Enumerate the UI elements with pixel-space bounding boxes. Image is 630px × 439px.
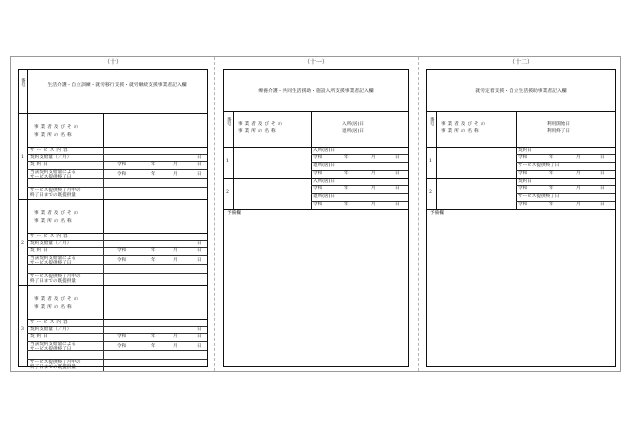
- date-header-out: 退所(居)日: [342, 129, 364, 134]
- date-b-day: 日: [395, 202, 400, 207]
- date-b-era: 令和: [313, 202, 323, 207]
- provider-header-line2: 事業所の名称: [441, 129, 481, 134]
- date-a-era: 令和: [313, 155, 323, 160]
- date-b-day: 日: [395, 171, 400, 176]
- date-b-era: 令和: [518, 202, 528, 207]
- end-date-year: 年: [151, 344, 156, 349]
- date-a-era: 令和: [518, 155, 528, 160]
- contract-date-year: 年: [151, 162, 156, 167]
- provided-qty-label-line2: 終了日までの既提供量: [30, 193, 76, 198]
- contract-date-day: 日: [197, 334, 202, 339]
- row-number: 1: [226, 159, 229, 164]
- row-number: 1: [429, 159, 432, 164]
- row-number: 2: [429, 190, 432, 195]
- contract-qty-label: 契約支給量（／月）: [30, 241, 72, 246]
- date-a-label: 契約日: [518, 179, 532, 184]
- end-date-day: 日: [197, 344, 202, 349]
- end-date-era: 令和: [117, 258, 127, 263]
- date-b-year: 年: [549, 202, 554, 207]
- date-a-day: 日: [600, 186, 605, 191]
- provider-label-line1: 事業者及びその: [34, 125, 81, 130]
- end-date-month: 月: [173, 344, 178, 349]
- contract-date-month: 月: [173, 334, 178, 339]
- panel-11: [223, 59, 409, 367]
- end-date-year: 年: [151, 172, 156, 177]
- panel-11-number: （十一）: [303, 59, 328, 66]
- provided-qty-label-line1: サービス提供終了月中の: [30, 360, 81, 365]
- end-date-label-line2: サービス提供終了日: [30, 347, 72, 352]
- end-date-label-line1: 当該契約支給量による: [30, 170, 76, 175]
- fold-line-left: [214, 57, 215, 371]
- end-date-label-line1: 当該契約支給量による: [30, 342, 76, 347]
- service-content-label: サービス内容: [30, 234, 70, 239]
- date-b-year: 年: [344, 171, 349, 176]
- date-b-month: 月: [371, 171, 376, 176]
- provided-qty-label-line1: サービス提供終了月中の: [30, 188, 81, 193]
- contract-date-era: 令和: [117, 334, 127, 339]
- date-b-day: 日: [600, 171, 605, 176]
- end-date-day: 日: [197, 258, 202, 263]
- provider-label-line2: 事業所の名称: [34, 133, 74, 138]
- date-b-year: 年: [549, 171, 554, 176]
- provided-qty-label-line2: 終了日までの既提供量: [30, 365, 76, 370]
- row-number: 3: [21, 327, 24, 332]
- contract-qty-label: 契約支給量（／月）: [30, 327, 72, 332]
- provided-qty-label-line2: 終了日までの既提供量: [30, 279, 76, 284]
- date-header-end: 利用終了日: [547, 129, 570, 134]
- date-header-start: 利用開始日: [547, 122, 570, 127]
- contract-date-label: 契約日: [30, 162, 50, 167]
- date-b-era: 令和: [313, 171, 323, 176]
- contract-date-era: 令和: [117, 248, 127, 253]
- date-b-label: サービス提供終了日: [518, 194, 560, 199]
- end-date-label-line2: サービス提供終了日: [30, 175, 72, 180]
- service-content-label: サービス内容: [30, 320, 70, 325]
- notes-label: 予備欄: [227, 211, 241, 216]
- date-a-month: 月: [576, 155, 581, 160]
- date-a-year: 年: [549, 155, 554, 160]
- seq-header: 番号: [20, 78, 26, 87]
- date-a-day: 日: [600, 155, 605, 160]
- panel-10-heading: 生活介護・自立訓練・就労移行支援・就労継続支援事業者記入欄: [47, 83, 187, 88]
- panel-12-heading: 就労定着支援・自立生活援助事業者記入欄: [475, 89, 567, 94]
- panel-12-number: （十二）: [508, 59, 533, 66]
- contract-date-year: 年: [151, 248, 156, 253]
- date-a-month: 月: [371, 155, 376, 160]
- end-date-year: 年: [151, 258, 156, 263]
- seq-header: 番号: [226, 117, 232, 127]
- date-b-month: 月: [576, 171, 581, 176]
- panel-11-frame: [223, 69, 409, 367]
- contract-qty-day: 日: [197, 241, 202, 246]
- provider-header-line2: 事業所の名称: [238, 129, 278, 134]
- end-date-era: 令和: [117, 344, 127, 349]
- date-a-month: 月: [371, 186, 376, 191]
- date-a-era: 令和: [313, 186, 323, 191]
- panel-10-frame: [18, 69, 208, 370]
- provider-label-line2: 事業所の名称: [34, 305, 74, 310]
- date-a-month: 月: [576, 186, 581, 191]
- service-content-label: サービス内容: [30, 148, 70, 153]
- panel-11-heading: 療養介護・共同生活援助・施設入所支援事業者記入欄: [258, 89, 374, 94]
- provider-header-line1: 事業者及びその: [238, 122, 285, 127]
- panel-12-frame: [426, 69, 616, 367]
- row-number: 2: [21, 241, 24, 246]
- contract-date-day: 日: [197, 162, 202, 167]
- date-a-day: 日: [395, 155, 400, 160]
- date-b-label: 退所(居)日: [313, 194, 335, 199]
- date-b-month: 月: [371, 202, 376, 207]
- end-date-month: 月: [173, 258, 178, 263]
- contract-date-era: 令和: [117, 162, 127, 167]
- date-b-era: 令和: [518, 171, 528, 176]
- notes-label: 予備欄: [430, 211, 444, 216]
- form-sheet: [10, 56, 621, 372]
- provider-header-line1: 事業者及びその: [441, 122, 488, 127]
- date-b-year: 年: [344, 202, 349, 207]
- provided-qty-label-line1: サービス提供終了月中の: [30, 274, 81, 279]
- row-number: 2: [226, 190, 229, 195]
- contract-date-month: 月: [173, 162, 178, 167]
- seq-header: 番号: [429, 117, 435, 127]
- date-a-day: 日: [395, 186, 400, 191]
- contract-qty-day: 日: [197, 327, 202, 332]
- contract-date-label: 契約日: [30, 334, 50, 339]
- contract-date-label: 契約日: [30, 248, 50, 253]
- panel-12: [426, 59, 616, 367]
- contract-date-year: 年: [151, 334, 156, 339]
- date-a-label: 契約日: [518, 148, 532, 153]
- provider-label-line2: 事業所の名称: [34, 219, 74, 224]
- provider-label-line1: 事業者及びその: [34, 211, 81, 216]
- provider-label-line1: 事業者及びその: [34, 297, 81, 302]
- contract-qty-label: 契約支給量（／月）: [30, 155, 72, 160]
- date-b-label: サービス提供終了日: [518, 163, 560, 168]
- fold-line-right: [418, 57, 419, 371]
- date-a-era: 令和: [518, 186, 528, 191]
- end-date-label-line2: サービス提供終了日: [30, 261, 72, 266]
- contract-date-month: 月: [173, 248, 178, 253]
- date-a-year: 年: [344, 155, 349, 160]
- end-date-day: 日: [197, 172, 202, 177]
- date-b-label: 退所(居)日: [313, 163, 335, 168]
- end-date-label-line1: 当該契約支給量による: [30, 256, 76, 261]
- row-number: 1: [21, 155, 24, 160]
- end-date-era: 令和: [117, 172, 127, 177]
- date-b-day: 日: [600, 202, 605, 207]
- panel-10: [18, 59, 208, 370]
- panel-10-number: （十）: [103, 59, 122, 66]
- date-b-month: 月: [576, 202, 581, 207]
- contract-qty-day: 日: [197, 155, 202, 160]
- date-a-label: 入所(居)日: [313, 148, 335, 153]
- date-header-in: 入所(居)日: [342, 122, 364, 127]
- contract-date-day: 日: [197, 248, 202, 253]
- date-a-year: 年: [549, 186, 554, 191]
- date-a-label: 入所(居)日: [313, 179, 335, 184]
- end-date-month: 月: [173, 172, 178, 177]
- date-a-year: 年: [344, 186, 349, 191]
